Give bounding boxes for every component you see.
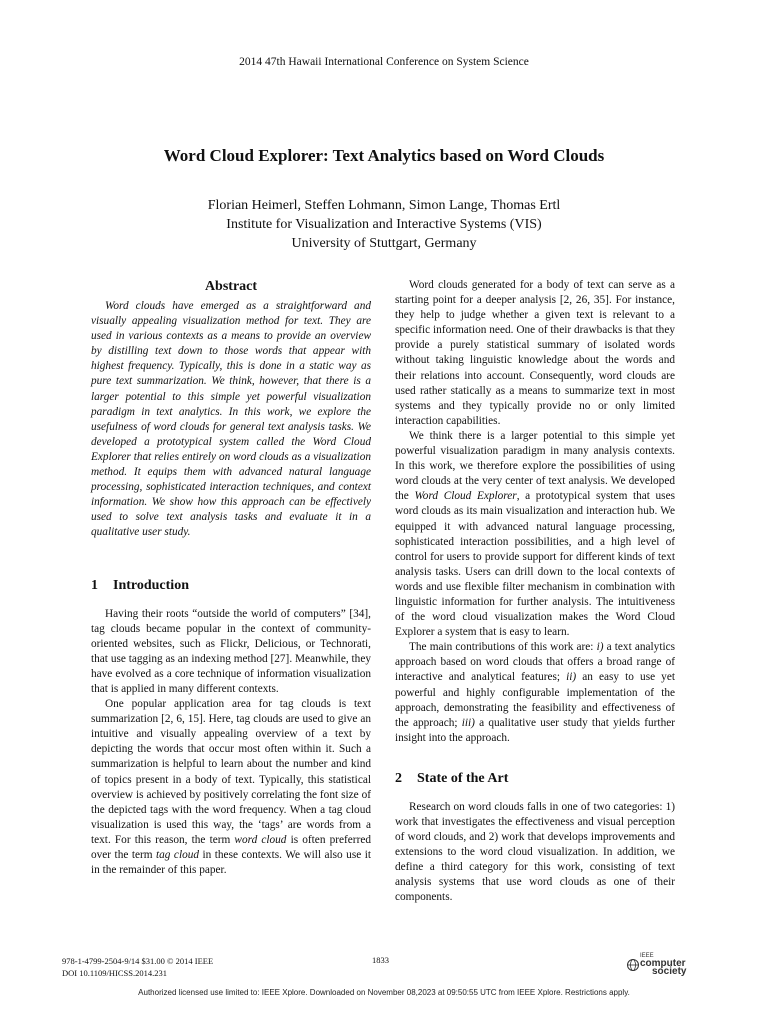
author-block	[0, 196, 768, 253]
abstract-heading: Abstract	[204, 279, 258, 294]
section-number: 1	[91, 577, 98, 593]
left-column	[91, 278, 371, 878]
authorized-use-notice: Authorized licensed use limited to: IEEE Xplore. Downloaded on November 08,2023 at 09:50:55 UTC from IEEE Xplore. Restrictions apply.	[138, 988, 630, 997]
paper-title: Word Cloud Explorer: Text Analytics based on Word Clouds	[163, 146, 605, 165]
section-heading-state-of-the-art	[395, 770, 675, 788]
conference-header: 2014 47th Hawaii International Conference on System Science	[239, 56, 529, 68]
contributions-paragraph: The main contributions of this work are: i) a text analytics approach based on word clouds that offers a broad range of interactive and analytical features; ii) an easy to use yet powerful and highly configurable implementation of the approach, demonstrating the feasibility and effectiveness of the approach; iii) a qualitative user study that yields further insight into the approach.	[395, 641, 676, 744]
author-names: Florian Heimerl, Steffen Lohmann, Simon Lange, Thomas Ertl	[207, 198, 561, 213]
ieee-computer-society-logo	[626, 950, 706, 980]
author-institute: Institute for Visualization and Interactive Systems (VIS)	[226, 217, 542, 232]
section-title: State of the Art	[417, 770, 509, 786]
globe-icon	[626, 958, 640, 972]
right-paragraph-1: Word clouds generated for a body of text can serve as a starting point for a deeper analysis [2, 26, 35]. For instance, they help to judge whether a given text is relevant to a specific information need. One of their drawbacks is that they provide a purely statistical summary of isolated words without taking linguistic knowledge about the words and their relations into account. Consequently, word clouds are used rather statically as a means to summarize text in most systems and they typically provide no or only limited interaction capabilities.	[395, 279, 675, 427]
right-paragraph-2: We think there is a larger potential to this simple yet powerful visualization paradigm in many analysis contexts. In this work, we therefore explore the possibilities of using word clouds at the very center of text analysis. We developed the Word Cloud Explorer, a prototypical system that uses word clouds as its main visualization and interaction hub. We equipped it with advanced natural language processing, sophisticated interaction possibilities, and a high level of control for users to provide support for different kinds of text analysis tasks. Users can drill down to the local contexts of words and use flexible filter mechanism in combination with linguistic information for further analysis. The intuitiveness of the word cloud visualization makes the Word Cloud Explorer a system that is easy to learn.	[395, 429, 675, 639]
section-heading-introduction	[91, 577, 371, 595]
section-title: Introduction	[113, 577, 189, 593]
state-of-art-paragraph-1: Research on word clouds falls in one of two categories: 1) work that investigates the effectiveness and visual perception of word clouds, and 2) work that develops improvements and extensions to the word cloud visualization. In addition, we define a third category for this work, consisting of text analysis systems that use word clouds as one of their components.	[395, 800, 675, 904]
intro-paragraph-1: Having their roots “outside the world of computers” [34], tag clouds became popular in the context of community-oriented websites, such as Flickr, Delicious, or Technorati, that use tagging as an indexing method [27]. Meanwhile, they have evolved as a core technique of information visualization that is applied in many different contexts.	[91, 607, 371, 695]
section-number: 2	[395, 770, 402, 786]
intro-paragraph-2: One popular application area for tag clouds is text summarization [2, 6, 15]. Here, tag clouds are used to give an intuitive and visually appealing overview of a text by depicting the words that occur most often within it. Such a summarization is helpful to learn about the number and kind of topics present in a body of text. Typically, this statistical overview is achieved by positively correlating the font size of the depicted tags with the word frequency. When a tag cloud visualization is used this way, the ‘tags’ are words from a text. For this reason, the term word cloud is often preferred over the term tag cloud in these contexts. We will also use it in the remainder of this paper.	[91, 698, 371, 877]
logo-text: IEEE computer society	[640, 953, 687, 977]
abstract-text: Word clouds have emerged as a straightforward and visually appealing visualization method for text. They are used in various contexts as a means to provide an overview by distilling text down to those words that appear with highest frequency. Typically, this is done in a static way as pure text summarization. We think, however, that there is a larger potential to this simple yet powerful visualization paradigm in text analytics. In this work, we explore the usefulness of word clouds for general text analysis tasks. We developed a prototypical system called the Word Cloud Explorer that relies entirely on word clouds as a visualization method. It equips them with advanced natural language processing, sophisticated interaction techniques, and context information. We show how this approach can be effectively used to solve text analysis tasks and evaluate it in a qualitative user study.	[91, 300, 371, 539]
author-university: University of Stuttgart, Germany	[291, 236, 477, 251]
footer-publication-info	[62, 955, 213, 979]
footer-doi: DOI 10.1109/HICSS.2014.231	[62, 968, 167, 978]
right-column	[395, 278, 675, 906]
footer-isbn: 978-1-4799-2504-9/14 $31.00 © 2014 IEEE	[62, 956, 214, 966]
page-number: 1833	[372, 955, 389, 965]
